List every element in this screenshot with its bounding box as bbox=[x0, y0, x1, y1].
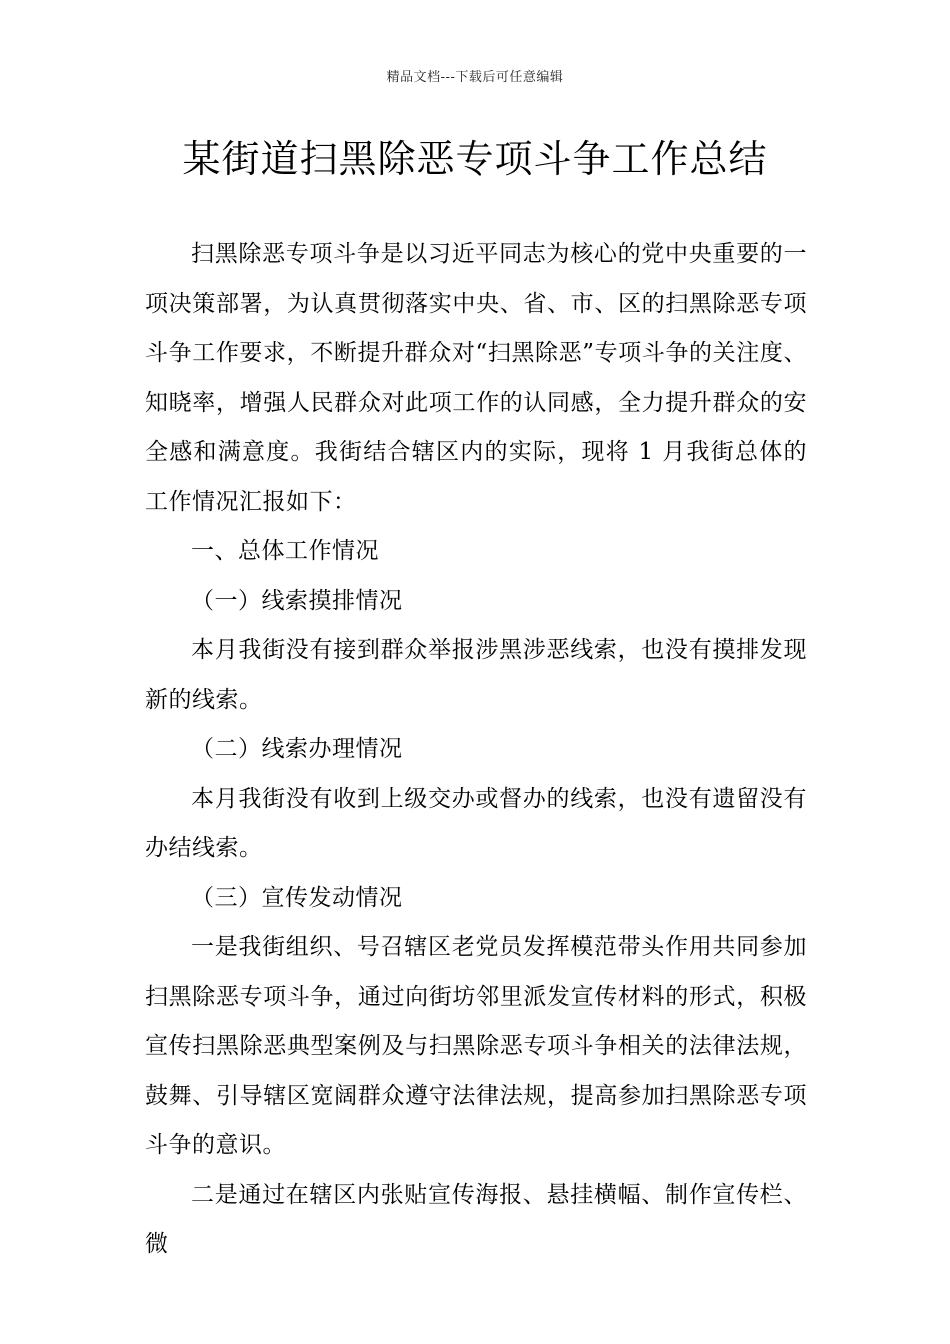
header-note: 精品文档---下载后可任意编辑 bbox=[386, 70, 564, 85]
paragraph-intro: 扫黑除恶专项斗争是以习近平同志为核心的党中央重要的一项决策部署，为认真贯彻落实中央、省、市、区的扫黑除恶专项斗争工作要求，不断提升群众对“扫黑除恶”专项斗争的关注度、知晓率，增强人民群众对此项工作的认同感，全力提升群众的安全感和满意度。我街结合辖区内的实际，现将 1 月我街总体的工作情况汇报如下： bbox=[145, 241, 807, 515]
paragraph-publicity-one: 一是我街组织、号召辖区老党员发挥模范带头作用共同参加扫黑除恶专项斗争，通过向街坊邻里派发宣传材料的形式，积极宣传扫黑除恶典型案例及与扫黑除恶专项斗争相关的法律法规，鼓舞、引导辖区宽阔群众遵守法律法规，提高参加扫黑除恶专项斗争的意识。 bbox=[145, 934, 807, 1158]
document-title: 某街道扫黑除恶专项斗争工作总结 bbox=[182, 137, 768, 181]
subheading-clue-screening: （一）线索摸排情况 bbox=[191, 587, 403, 614]
paragraph-clue-handling: 本月我街没有收到上级交办或督办的线索，也没有遗留没有办结线索。 bbox=[145, 785, 807, 861]
paragraph-publicity-two: 二是通过在辖区内张贴宣传海报、悬挂横幅、制作宣传栏、微 bbox=[145, 1181, 807, 1257]
document-body bbox=[145, 230, 807, 1270]
subheading-publicity: （三）宣传发动情况 bbox=[191, 884, 403, 911]
heading-overall-work: 一、总体工作情况 bbox=[191, 538, 379, 564]
paragraph-clue-screening: 本月我街没有接到群众举报涉黑涉恶线索，也没有摸排发现新的线索。 bbox=[145, 637, 807, 713]
subheading-clue-handling: （二）线索办理情况 bbox=[191, 736, 403, 762]
